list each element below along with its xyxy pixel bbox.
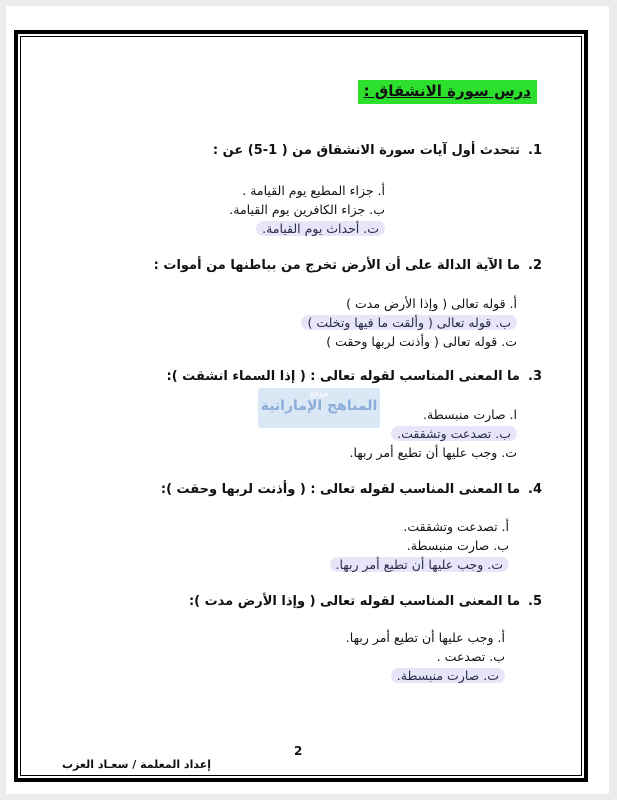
option-c-answer <box>346 666 505 685</box>
question-5: 5.ما المعنى المناسب لقوله تعالى ( وإذا الأرض مدت ): <box>188 594 542 609</box>
question-text: ما المعنى المناسب لقوله تعالى ( وإذا الأرض مدت ): <box>188 594 520 609</box>
option-a: ا. صارت منبسطة. <box>423 407 517 422</box>
teacher-credit: إعداد المعلمة / سعـاد العزب <box>62 758 211 771</box>
page-number: 2 <box>294 744 303 758</box>
question-text: تتحدث أول آيات سورة الانشقاق من ( 1-5) عن : <box>212 143 520 158</box>
question-1 <box>213 143 542 158</box>
question-text: ما المعنى المناسب لقوله تعالى : ( وأذنت لربها وحقت ): <box>160 482 520 497</box>
answer-highlight: ب. تصدعت وتشققت. <box>391 426 517 441</box>
question-2: 2.ما الآية الدالة على أن الأرض تخرج من بباطنها من أموات : <box>153 258 542 273</box>
option-a: أ. قوله تعالى ( وإذا الأرض مدت ) <box>346 296 517 311</box>
question-1-options <box>229 181 385 238</box>
question-text: ما المعنى المناسب لقوله تعالى : ( إذا السماء انشقت ): <box>166 369 520 384</box>
answer-highlight: ب. قوله تعالى ( وألقت ما فيها وتخلت ) <box>301 315 517 330</box>
lesson-title: درس سورة الانشقاق : <box>358 80 537 104</box>
answer-highlight: ت. وجب عليها أن تطيع أمر ربها. <box>330 557 510 572</box>
option-a: أ. تصدعت وتشققت. <box>403 519 509 534</box>
question-5-options <box>346 628 505 685</box>
option-a: أ. جزاء المطيع يوم القيامة . <box>242 183 385 198</box>
question-3: 3.ما المعنى المناسب لقوله تعالى : ( إذا السماء انشقت ): <box>166 369 542 384</box>
option-c-answer <box>229 219 385 238</box>
option-c-answer <box>330 555 510 574</box>
question-4-options <box>330 517 510 574</box>
question-text: ما الآية الدالة على أن الأرض تخرج من بباطنها من أموات : <box>153 258 520 273</box>
answer-highlight: ت. أحداث يوم القيامة. <box>256 221 385 236</box>
option-a: أ. وجب عليها أن تطيع أمر ربها. <box>345 630 505 645</box>
option-b-answer <box>301 313 517 332</box>
option-b: ب. تصدعت . <box>436 649 505 664</box>
answer-highlight: ت. صارت منبسطة. <box>391 668 505 683</box>
option-b: ب. صارت منبسطة. <box>406 538 509 553</box>
lesson-title-wrap <box>358 80 537 104</box>
site-watermark: موقع المناهج الإماراتية <box>258 388 380 428</box>
option-b: ب. جزاء الكافرين يوم القيامة. <box>229 202 385 217</box>
option-c: ت. قوله تعالى ( وأذنت لربها وحقت ) <box>326 334 517 349</box>
question-4: 4.ما المعنى المناسب لقوله تعالى : ( وأذنت لربها وحقت ): <box>160 482 542 497</box>
question-2-options <box>301 294 517 351</box>
question-number: 1. <box>528 143 542 158</box>
option-c: ت. وجب عليها أن تطيع أمر ربها. <box>349 445 517 460</box>
